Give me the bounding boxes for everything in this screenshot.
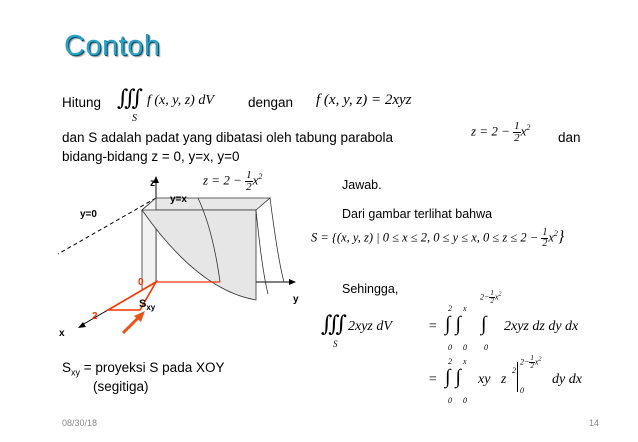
eq2-rhs: xy z bbox=[478, 372, 507, 387]
set-fraction-denominator: 2 bbox=[542, 238, 548, 249]
eq2-lower-0b: 0 bbox=[463, 396, 467, 405]
eq1-upper-fraction bbox=[489, 290, 495, 305]
parabola-equation bbox=[471, 121, 530, 144]
eq1-upper-num: 1 bbox=[490, 289, 494, 297]
eq1-lower-0a: 0 bbox=[448, 343, 452, 352]
sxy-def-sub: xy bbox=[71, 367, 81, 378]
segitiga-label: (segitiga) bbox=[93, 379, 149, 394]
parabolic-curve-back bbox=[270, 198, 284, 282]
slide-number: 14 bbox=[589, 418, 600, 428]
triple-integral-symbol: ∭ bbox=[117, 85, 144, 110]
sxy-figure-sub: xy bbox=[146, 303, 156, 313]
function-definition: f (x, y, z) = 2xyz bbox=[316, 92, 412, 108]
figure-parabola-lhs: z = 2 − bbox=[203, 172, 242, 188]
eq1-region: S bbox=[333, 339, 338, 349]
figure-parabola-fraction bbox=[245, 170, 253, 193]
x-axis-label: x bbox=[59, 328, 65, 339]
x-two-label: 2 bbox=[92, 311, 98, 322]
integral-region-label: S bbox=[132, 113, 137, 124]
eq1-lower-0c: 0 bbox=[484, 343, 488, 352]
eq2-eval-upper: 2− $\frac{1}{2}$ $x^2$ bbox=[520, 354, 542, 370]
jawab-label: Jawab. bbox=[342, 178, 382, 192]
eq2-integral-signs: ∫ ∫ bbox=[445, 366, 461, 388]
eq2-lower-0a: 0 bbox=[448, 396, 452, 405]
sxy-def-text: = proyeksi S pada XOY bbox=[80, 360, 225, 375]
figure-parabola-var: x bbox=[252, 172, 259, 188]
eq2-eval-fraction bbox=[529, 355, 535, 370]
y-axis-label: y bbox=[293, 294, 299, 305]
eq1-equals: = bbox=[428, 319, 438, 334]
eq2-tail: dy dx bbox=[552, 372, 582, 387]
y-axis-arrow bbox=[289, 279, 296, 285]
eq1-integral-signs: ∫ ∫ ∫ bbox=[445, 313, 487, 335]
fraction-denominator: 2 bbox=[514, 132, 520, 144]
parabola-lhs: z = 2 − bbox=[471, 123, 510, 139]
eq1-lower-0b: 0 bbox=[463, 343, 467, 352]
eq1-upper-exp: 2 bbox=[498, 291, 502, 298]
eq2-upper-2: 2 bbox=[448, 357, 452, 366]
set-var: x bbox=[548, 230, 554, 245]
figure-fraction-denominator: 2 bbox=[246, 181, 252, 193]
eq2-eval-den: 2 bbox=[530, 362, 534, 370]
eq2-eval-lower: 0 bbox=[520, 386, 524, 395]
z-axis-label: z bbox=[150, 178, 155, 189]
parabola-fraction bbox=[513, 121, 521, 144]
eq1-upper-2: 2 bbox=[448, 304, 452, 313]
set-exp: 2 bbox=[553, 229, 558, 239]
description-line-1: dan S adalah padat yang dibatasi oleh tabung parabola bbox=[62, 130, 394, 145]
plane-yx-label: y=x bbox=[170, 194, 187, 205]
sxy-def-s: S bbox=[62, 360, 72, 375]
figure-parabola-exp: 2 bbox=[258, 172, 263, 182]
set-fraction-numerator: 1 bbox=[542, 227, 548, 238]
eq2-eval-exp: 2 bbox=[538, 356, 542, 363]
dari-gambar-label: Dari gambar terlihat bahwa bbox=[342, 207, 493, 221]
sxy-definition bbox=[62, 360, 224, 378]
solid-figure bbox=[48, 170, 333, 345]
slide-date: 08/30/18 bbox=[62, 418, 98, 428]
set-definition-text: S = {(x, y, z) | 0 ≤ x ≤ 2, 0 ≤ y ≤ x, 0 ≤ z ≤ 2 − bbox=[311, 230, 539, 245]
eq2-upper-x: x bbox=[463, 357, 467, 366]
parabola-var: x bbox=[520, 123, 527, 139]
eq2-z-exp: 2 bbox=[512, 366, 516, 375]
description-line-1-end: dan bbox=[558, 130, 581, 145]
top-face bbox=[142, 198, 270, 210]
eq2-eval-bar bbox=[517, 362, 518, 392]
origin-label: 0 bbox=[138, 277, 144, 288]
dengan-label: dengan bbox=[248, 95, 294, 110]
fraction-numerator: 1 bbox=[514, 120, 520, 132]
set-definition bbox=[311, 228, 564, 249]
parabola-exp: 2 bbox=[526, 123, 531, 133]
integrand: f (x, y, z) dV bbox=[147, 93, 214, 108]
slide-title: Contoh bbox=[64, 30, 161, 62]
hitung-label: Hitung bbox=[62, 95, 102, 110]
figure-fraction-numerator: 1 bbox=[246, 169, 252, 181]
eq2-equals: = bbox=[428, 372, 438, 387]
eq1-upper-x: x bbox=[463, 304, 467, 313]
parabolic-surface-front bbox=[142, 210, 256, 300]
sxy-figure-label bbox=[139, 298, 155, 312]
description-line-2: bidang-bidang z = 0, y=x, y=0 bbox=[62, 149, 240, 164]
eq2-eval-num: 1 bbox=[530, 354, 534, 362]
plane-y0-label: y=0 bbox=[80, 209, 97, 220]
set-closing-brace: } bbox=[557, 228, 565, 246]
eq1-rhs: 2xyz dz dy dx bbox=[504, 319, 579, 334]
sehingga-label: Sehingga, bbox=[342, 282, 399, 296]
parabolic-curve-front bbox=[256, 210, 268, 294]
eq1-upper-z: 2− $\frac{1}{2}$ $x^2$ bbox=[480, 289, 502, 305]
figure-parabola-equation bbox=[203, 170, 262, 193]
eq1-triple-integral: ∭ bbox=[321, 311, 348, 336]
sxy-figure-s: S bbox=[139, 298, 147, 310]
eq1-lhs: 2xyz dV bbox=[348, 319, 392, 334]
eq1-upper-den: 2 bbox=[490, 297, 494, 305]
dashed-guide bbox=[58, 198, 156, 254]
